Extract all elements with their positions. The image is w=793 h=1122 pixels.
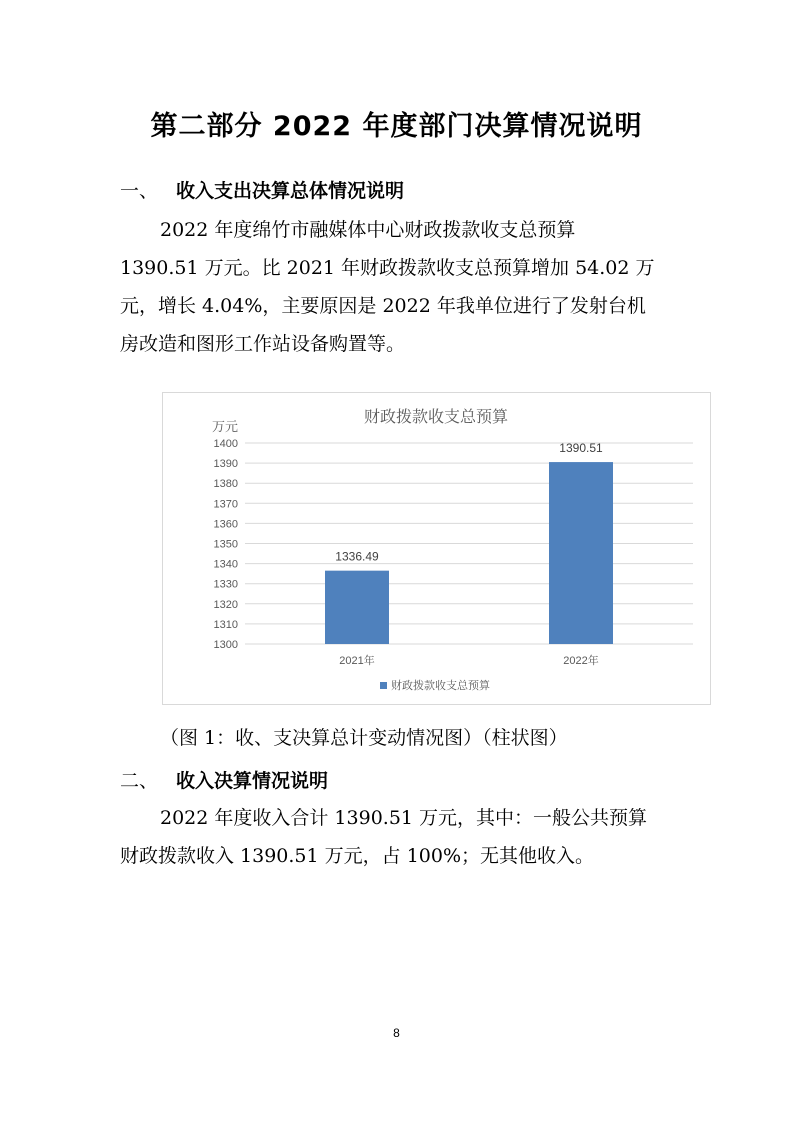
section-2-number: 二、 <box>120 770 159 792</box>
section-2-heading <box>120 766 328 793</box>
bar-chart <box>162 392 711 705</box>
y-tick-label: 1360 <box>213 518 238 531</box>
legend-label: 财政拨款收支总预算 <box>391 680 490 692</box>
y-axis-unit-label: 万元 <box>211 419 239 434</box>
x-tick-label: 2021年 <box>339 655 375 667</box>
y-tick-label: 1310 <box>213 618 238 631</box>
x-axis-labels <box>339 653 598 667</box>
paragraph-line: 2022 年度绵竹市融媒体中心财政拨款收支总预算 <box>160 219 576 241</box>
y-tick-label: 1340 <box>213 558 238 571</box>
y-tick-label: 1350 <box>213 538 238 551</box>
paragraph-line: 1390.51 万元。比 2021 年财政拨款收支总预算增加 54.02 万 <box>120 257 655 279</box>
page-title: 第二部分 2022 年度部门决算情况说明 <box>150 111 643 142</box>
paragraph-line: 财政拨款收入 1390.51 万元，占 100%；无其他收入。 <box>120 845 595 867</box>
figure-caption: （图 1：收、支决算总计变动情况图）（柱状图） <box>160 727 568 749</box>
chart-title: 财政拨款收支总预算 <box>363 409 509 426</box>
section-1-paragraph <box>120 211 673 363</box>
legend <box>380 678 490 692</box>
section-1-number: 一、 <box>120 180 159 202</box>
page-number: 8 <box>393 1026 400 1040</box>
y-tick-label: 1330 <box>213 578 238 591</box>
bar <box>549 462 613 644</box>
y-tick-label: 1300 <box>213 639 238 651</box>
y-tick-label: 1380 <box>213 478 238 491</box>
data-label: 1336.49 <box>335 549 379 564</box>
y-tick-label: 1320 <box>213 598 238 611</box>
bar <box>325 571 389 644</box>
section-1-heading-text: 收入支出决算总体情况说明 <box>176 180 405 202</box>
data-label: 1390.51 <box>559 441 603 456</box>
bar-chart-svg <box>163 393 710 704</box>
x-tick-label: 2022年 <box>563 655 599 667</box>
section-2-heading-text: 收入决算情况说明 <box>176 770 329 792</box>
paragraph-line: 房改造和图形工作站设备购置等。 <box>120 333 406 355</box>
legend-swatch <box>380 682 387 689</box>
paragraph-line: 2022 年度收入合计 1390.51 万元，其中：一般公共预算 <box>160 807 648 829</box>
section-2-paragraph <box>120 799 673 875</box>
y-tick-label: 1390 <box>213 458 238 471</box>
y-tick-label: 1400 <box>213 438 238 450</box>
y-axis-ticks <box>214 438 238 651</box>
paragraph-line: 元，增长 4.04%，主要原因是 2022 年我单位进行了发射台机 <box>120 295 646 317</box>
gridlines <box>245 443 693 644</box>
y-tick-label: 1370 <box>213 498 238 511</box>
section-1-heading <box>120 176 404 203</box>
bars <box>325 441 613 644</box>
